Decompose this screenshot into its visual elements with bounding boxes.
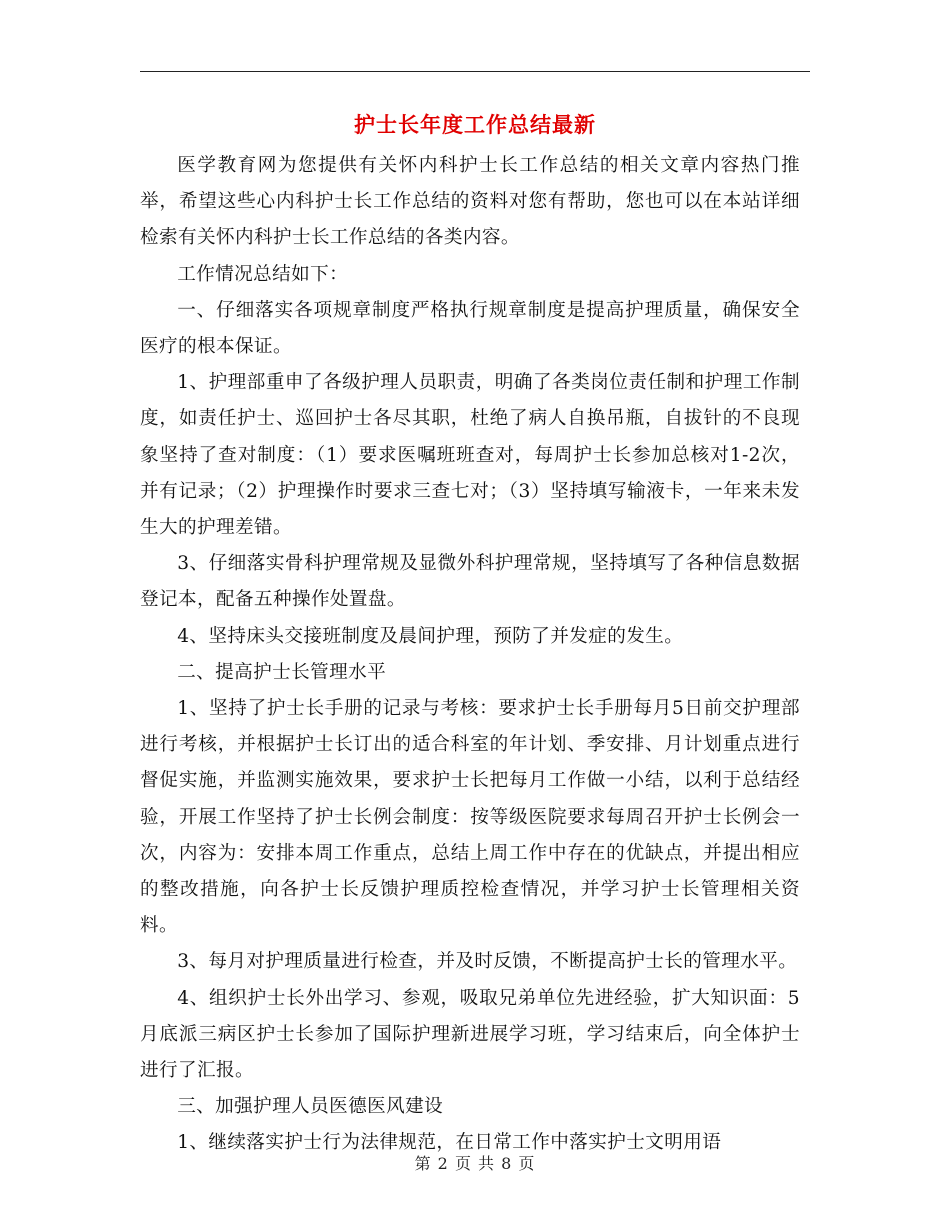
document-body bbox=[140, 148, 800, 1162]
page-number: 第 2 页 共 8 页 bbox=[414, 1154, 536, 1173]
section-heading-1: 一、仔细落实各项规章制度严格执行规章制度是提高护理质量，确保安全医疗的根本保证。 bbox=[140, 299, 800, 358]
header-rule bbox=[140, 71, 810, 72]
paragraph-item: 3、每月对护理质量进行检查，并及时反馈，不断提高护士长的管理水平。 bbox=[177, 951, 798, 973]
paragraph-item: 4、组织护士长外出学习、参观，吸取兄弟单位先进经验，扩大知识面：5月底派三病区护士长参加了国际护理新进展学习班，学习结束后，向全体护士进行了汇报。 bbox=[140, 987, 800, 1082]
paragraph-summary-lead: 工作情况总结如下： bbox=[177, 263, 349, 285]
paragraph-item: 1、坚持了护士长手册的记录与考核：要求护士长手册每月5日前交护理部进行考核，并根据护士长订出的适合科室的年计划、季安排、月计划重点进行督促实施，并监测实施效果，要求护士长把每月工作做一小结，以利于总结经验，开展工作坚持了护士长例会制度：按等级医院要求每周召开护士长例会一次，内容为：安排本周工作重点，总结上周工作中存在的优缺点，并提出相应的整改措施，向各护士长反馈护理质控检查情况，并学习护士长管理相关资料。 bbox=[140, 698, 800, 937]
section-heading-3: 三、加强护理人员医德医风建设 bbox=[177, 1096, 444, 1118]
paragraph-item: 1、护理部重申了各级护理人员职责，明确了各类岗位责任制和护理工作制度，如责任护士、巡回护士各尽其职，杜绝了病人自换吊瓶，自拔针的不良现象坚持了查对制度：（1）要求医嘱班班查对，每周护士长参加总核对1-2次，并有记录；（2）护理操作时要求三查七对；（3）坚持填写输液卡，一年来未发生大的护理差错。 bbox=[140, 372, 800, 539]
paragraph-item: 3、仔细落实骨科护理常规及显微外科护理常规，坚持填写了各种信息数据登记本，配备五种操作处置盘。 bbox=[140, 553, 800, 611]
section-heading-2: 二、提高护士长管理水平 bbox=[177, 661, 387, 683]
paragraph-intro: 医学教育网为您提供有关怀内科护士长工作总结的相关文章内容热门推举，希望这些心内科护士长工作总结的资料对您有帮助，您也可以在本站详细检索有关怀内科护士长工作总结的各类内容。 bbox=[140, 155, 800, 249]
document-title: 护士长年度工作总结最新 bbox=[354, 113, 596, 137]
paragraph-item: 4、坚持床头交接班制度及晨间护理，预防了并发症的发生。 bbox=[177, 625, 684, 647]
paragraph-item: 1、继续落实护士行为法律规范，在日常工作中落实护士文明用语 bbox=[177, 1132, 722, 1154]
